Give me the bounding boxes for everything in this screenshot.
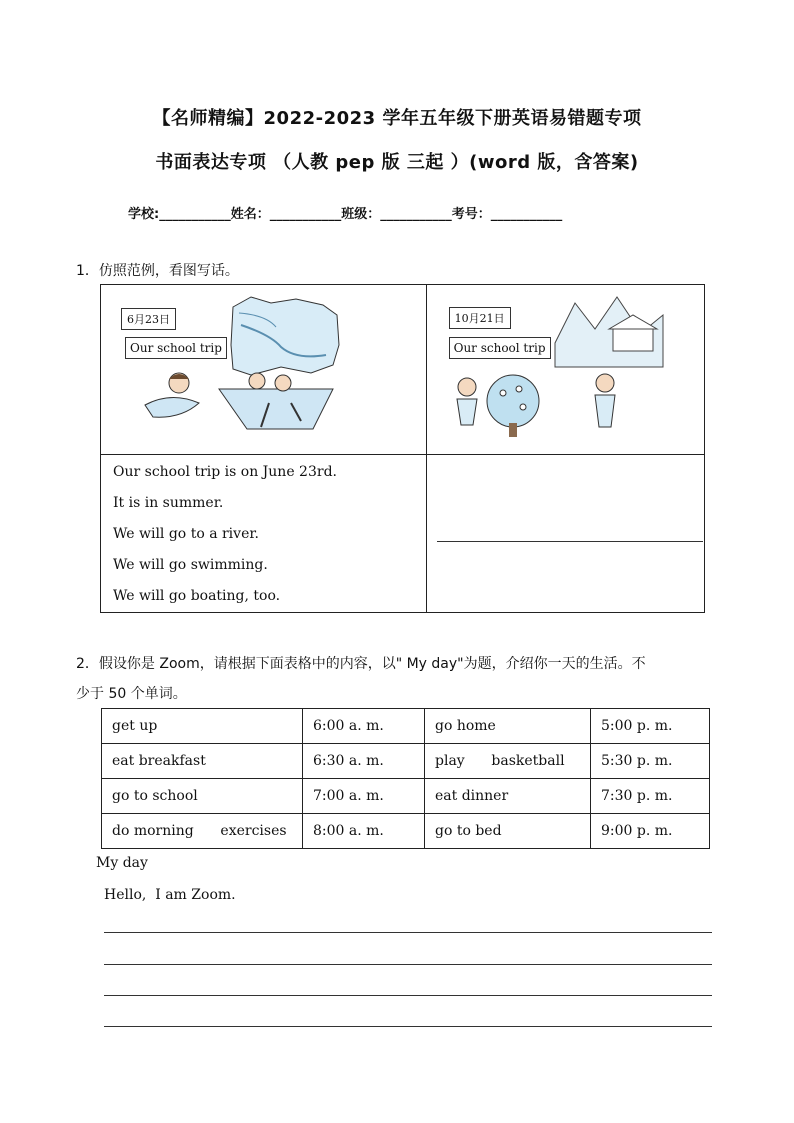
time-cell: 8:00 a. m. (303, 814, 425, 849)
time-cell: 6:00 a. m. (303, 709, 425, 744)
time-cell: 6:30 a. m. (303, 744, 425, 779)
school-blank[interactable]: ___________ (159, 207, 231, 222)
essay-opening: Hello, I am Zoom. (104, 887, 236, 903)
example-line: It is in summer. (113, 495, 224, 511)
table-row (102, 709, 710, 744)
activity-cell: eat dinner (425, 779, 591, 814)
info-line (128, 203, 562, 222)
writing-line[interactable] (104, 1026, 712, 1027)
right-picture-cell (426, 285, 704, 455)
question-1-table (100, 284, 705, 613)
class-label: 班级： (341, 207, 381, 222)
time-cell: 7:00 a. m. (303, 779, 425, 814)
time-cell: 5:30 p. m. (591, 744, 710, 779)
essay-title: My day (96, 855, 148, 871)
activity-cell: eat breakfast (102, 744, 303, 779)
activity-cell: go to bed (425, 814, 591, 849)
exam-number-label: 考号： (451, 207, 491, 222)
question-2-prompt-line2: 少于 50 个单词。 (76, 686, 187, 702)
table-row (102, 779, 710, 814)
answer-cell[interactable] (426, 455, 704, 613)
answer-line[interactable] (437, 541, 703, 542)
table-row (102, 814, 710, 849)
activity-cell: go to school (102, 779, 303, 814)
activity-cell: go home (425, 709, 591, 744)
page-subtitle: 书面表达专项 （人教 pep 版 三起 ）(word 版，含答案) (155, 152, 639, 173)
left-picture-cell (101, 285, 427, 455)
writing-line[interactable] (104, 964, 712, 965)
right-date-box: 10月21日 (449, 307, 511, 329)
writing-line[interactable] (104, 995, 712, 996)
writing-line[interactable] (104, 932, 712, 933)
time-cell: 9:00 p. m. (591, 814, 710, 849)
example-line: We will go boating, too. (113, 588, 281, 604)
activity-cell: get up (102, 709, 303, 744)
example-line: We will go to a river. (113, 526, 259, 542)
exam-number-blank[interactable]: ___________ (490, 207, 563, 222)
time-cell: 7:30 p. m. (591, 779, 710, 814)
example-text-cell (101, 455, 427, 613)
table-row (102, 744, 710, 779)
river-boating-illustration (101, 285, 427, 455)
question-1-prompt: 1．仿照范例，看图写话。 (76, 263, 239, 279)
activity-cell: play basketball (425, 744, 591, 779)
left-date-box: 6月23日 (121, 308, 176, 330)
left-trip-label: Our school trip (125, 337, 227, 359)
name-blank[interactable]: ___________ (269, 207, 342, 222)
activity-cell: do morning exercises (102, 814, 303, 849)
example-line: We will go swimming. (113, 557, 268, 573)
schedule-table (101, 708, 710, 849)
page-title: 【名师精编】2022-2023 学年五年级下册英语易错题专项 (152, 108, 642, 129)
class-blank[interactable]: ___________ (380, 207, 452, 222)
school-label: 学校: (128, 207, 160, 222)
example-line: Our school trip is on June 23rd. (113, 464, 337, 480)
right-trip-label: Our school trip (449, 337, 551, 359)
question-2-prompt-line1: 2．假设你是 Zoom，请根据下面表格中的内容，以" My day"为题，介绍你一天的生活。不 (76, 656, 646, 672)
name-label: 姓名： (230, 207, 270, 222)
farm-picking-illustration (427, 285, 706, 455)
time-cell: 5:00 p. m. (591, 709, 710, 744)
